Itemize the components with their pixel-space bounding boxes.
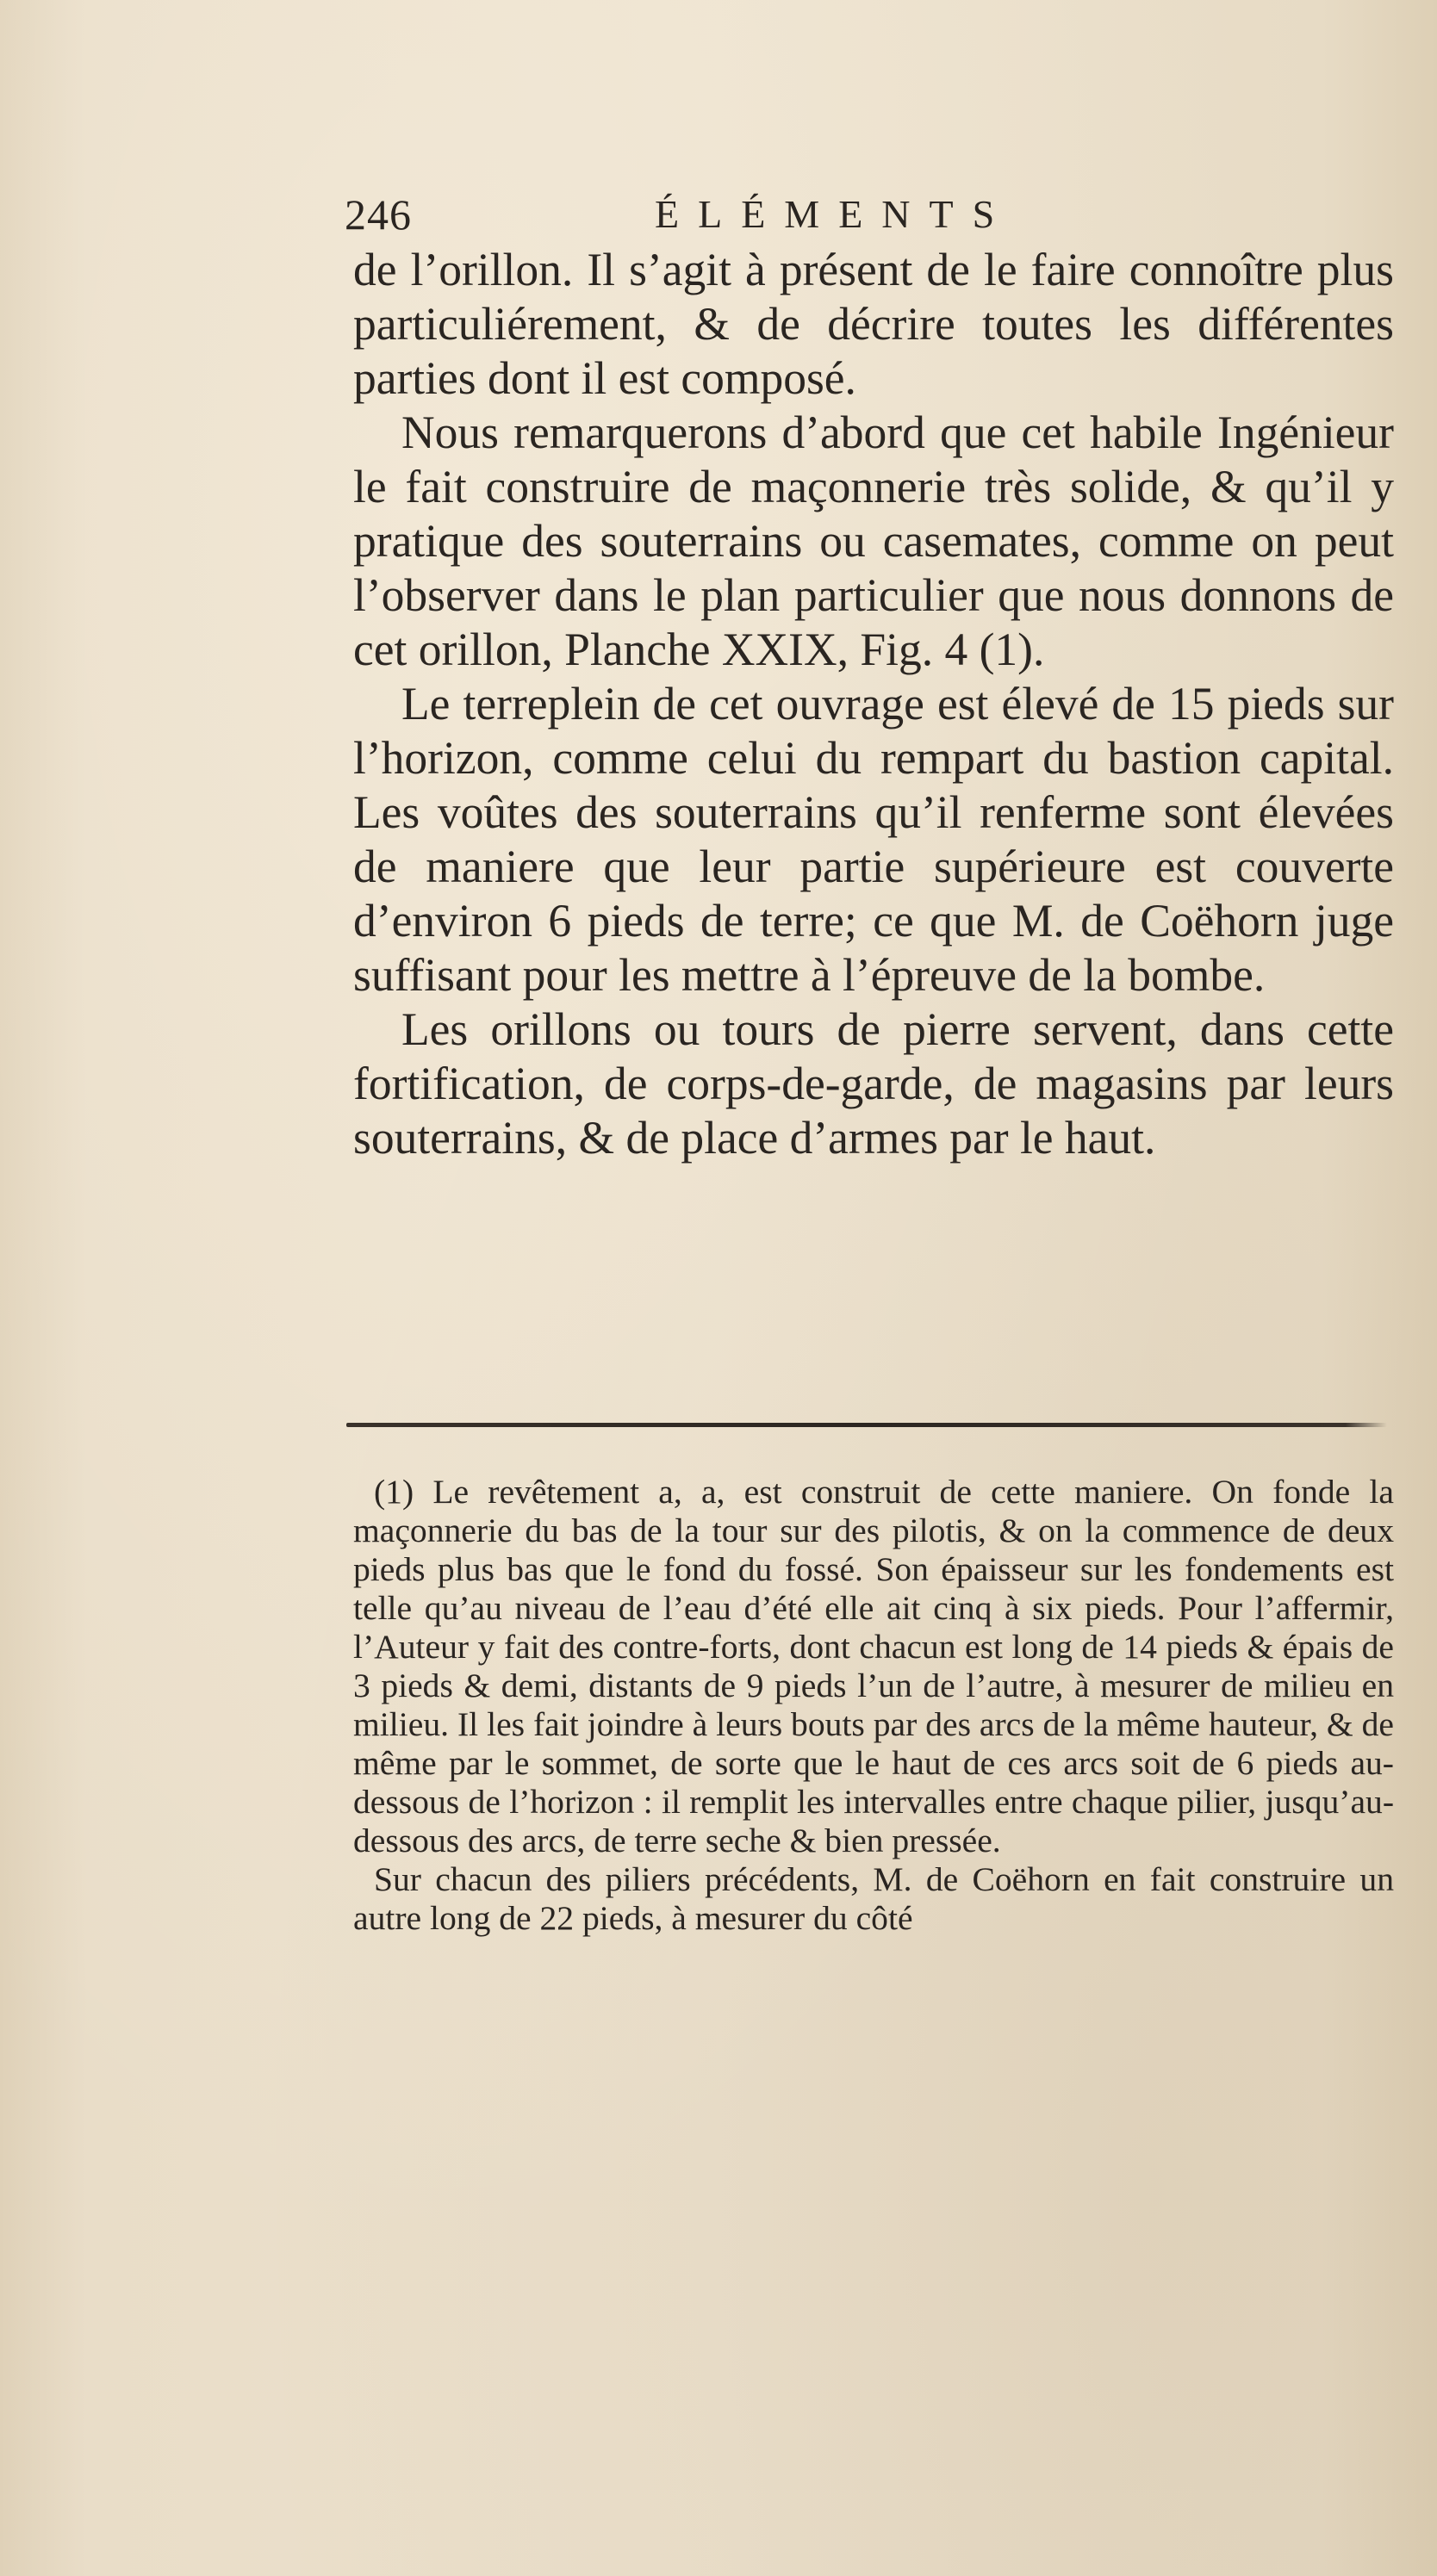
- paragraph: Le terreplein de cet ouvrage est élevé de 15 pieds sur l’horizon, comme celui du rempart du bastion capital. Les voûtes des souterrains qu’il renferme sont élevées de maniere que leur partie supérieure est couverte d’environ 6 pieds de terre; ce que M. de Coëhorn juge suffisant pour les mettre à l’épreuve de la bombe.: [353, 678, 1394, 1001]
- footnote-separator-rule: [346, 1423, 1387, 1427]
- paragraph: Les orillons ou tours de pierre servent, dans cette fortification, de corps-de-garde, de magasins par leurs souterrains, & de place d’armes par le haut.: [353, 1003, 1394, 1164]
- paragraph: Nous remarquerons d’abord que cet habile Ingénieur le fait construire de maçonnerie très solide, & qu’il y pratique des souterrains ou casemates, comme on peut l’observer dans le plan particulier que nous donnons de cet orillon, Planche XXIX, Fig. 4 (1).: [353, 407, 1394, 675]
- footnote: [353, 1473, 1394, 1938]
- paragraph: de l’orillon. Il s’agit à présent de le faire connoître plus particuliérement, & de décrire toutes les différentes parties dont il est composé.: [353, 244, 1394, 404]
- main-text: [353, 243, 1394, 1165]
- running-head: ÉLÉMENTS: [655, 192, 1014, 236]
- page-header: [345, 188, 1086, 241]
- footnote-paragraph: Sur chacun des piliers précédents, M. de Coëhorn en fait construire un autre long de 22 pieds, à mesurer du côté: [353, 1860, 1394, 1937]
- page-number: 246: [345, 190, 412, 239]
- footnote-paragraph: (1) Le revêtement a, a, est construit de cette maniere. On fonde la maçonnerie du bas de la tour sur des pilotis, & on la commence de deux pieds plus bas que le fond du fossé. Son épaisseur sur les fondements est telle qu’au niveau de l’eau d’été elle ait cinq à six pieds. Pour l’affermir, l’Auteur y fait des contre-forts, dont chacun est long de 14 pieds & épais de 3 pieds & demi, distants de 9 pieds l’un de l’autre, à mesurer de milieu en milieu. Il les fait joindre à leurs bouts par des arcs de la même hauteur, & de même par le sommet, de sorte que le haut de ces arcs soit de 6 pieds au-dessous de l’horizon : il remplit les intervalles entre chaque pilier, jusqu’au-dessous des arcs, de terre seche & bien pressée.: [353, 1473, 1394, 1859]
